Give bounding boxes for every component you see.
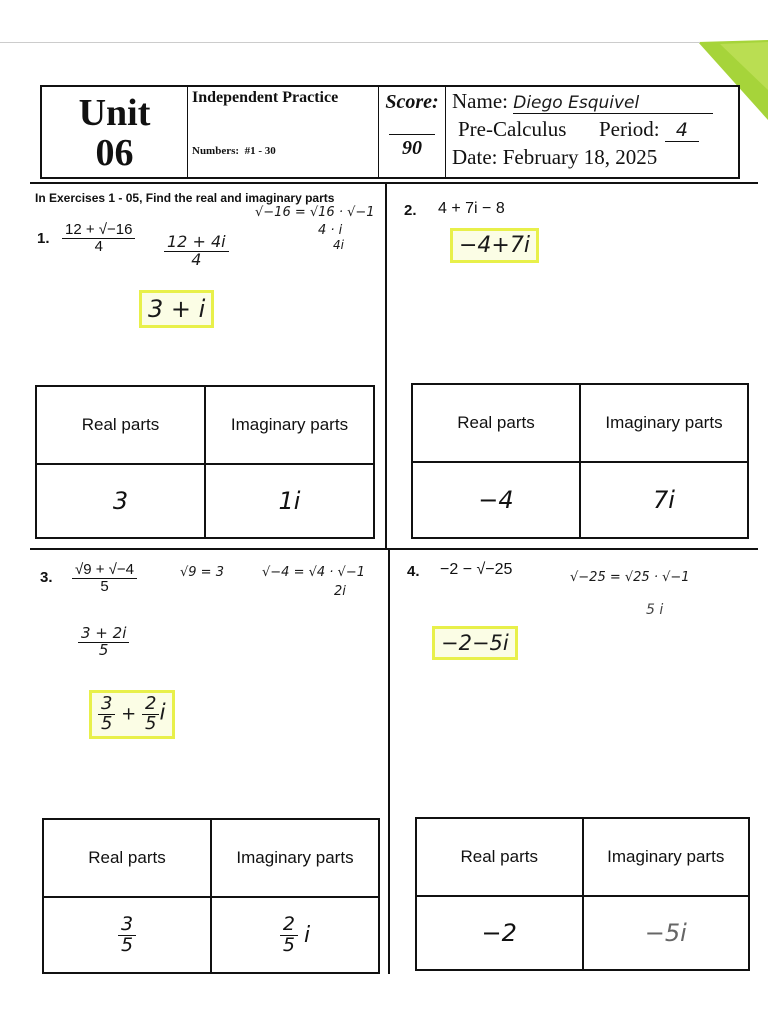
unit-number: 06 [95, 132, 134, 174]
period-value: 4 [665, 119, 699, 142]
problem-1-work-line-3: 4i [333, 238, 344, 252]
problem-4-boxed-answer: −2−5i [432, 626, 518, 660]
score-label: Score: [385, 91, 439, 113]
name-label: Name: [452, 89, 508, 113]
divider-vertical-top [385, 183, 387, 548]
score-value: 90 [402, 137, 422, 159]
problem-3-work-line-3: 2i [334, 584, 346, 599]
real-part-answer: −4 [412, 462, 580, 538]
page-edge [0, 42, 700, 43]
problem-1-expression: $\frac{12 + √-16}{4}$ [62, 222, 135, 255]
problem-3-work-step: $\frac{3 + 2i}{5}$ [78, 626, 129, 659]
date-label: Date: [452, 145, 498, 169]
problem-4-number: 4. [407, 563, 420, 580]
problem-3-table [42, 818, 380, 974]
score-cell [379, 87, 446, 177]
real-parts-header: Real parts [416, 818, 583, 896]
problem-2-table [411, 383, 749, 539]
real-part-answer: 3 [36, 464, 205, 538]
instructions: In Exercises 1 - 05, Find the real and imaginary parts [35, 191, 335, 205]
problem-1-boxed-answer: 3 + i [139, 290, 214, 328]
problem-4-work-line-1: √−25 = √25 · √−1 [570, 570, 690, 585]
real-part-answer: −2 [416, 896, 583, 970]
imaginary-parts-header: Imaginary parts [580, 384, 748, 462]
date-value: February 18, 2025 [502, 145, 658, 169]
problem-3-boxed-answer: $\frac{3}{5}$ + $\frac{2}{5}$ i [89, 690, 175, 739]
problem-1-work-line-1: √−16 = √16 · √−1 [255, 205, 375, 220]
problem-3-expression: $\frac{√9 + √-4}{5}$ [72, 562, 137, 595]
imaginary-part-answer: $\frac{2}{5}$ i [211, 897, 379, 973]
real-part-answer: $\frac{3}{5}$ [43, 897, 211, 973]
problem-1-work-line-2: 4 · i [318, 223, 343, 238]
unit-label: Unit [78, 92, 151, 134]
divider-top [30, 182, 758, 184]
imaginary-part-answer: 1i [205, 464, 374, 538]
imaginary-part-answer: −5i [583, 896, 750, 970]
problem-4-table [415, 817, 750, 971]
name-value: Diego Esquivel [513, 93, 713, 114]
imaginary-part-answer: 7i [580, 462, 748, 538]
course-name: Pre-Calculus [458, 117, 567, 141]
problem-2-expression: 4 + 7i − 8 [438, 200, 505, 217]
imaginary-parts-header: Imaginary parts [205, 386, 374, 464]
imaginary-parts-header: Imaginary parts [583, 818, 750, 896]
divider-middle [30, 548, 758, 550]
practice-cell [188, 87, 379, 177]
problem-3-number: 3. [40, 569, 53, 586]
real-parts-header: Real parts [43, 819, 211, 897]
divider-vertical-bottom [388, 549, 390, 974]
problem-3-work-line-2: √−4 = √4 · √−1 [262, 565, 366, 580]
problem-1-number: 1. [37, 230, 50, 247]
header-box [40, 85, 740, 179]
problem-4-work-line-2: 5 i [646, 602, 664, 618]
problem-1-table [35, 385, 375, 539]
imaginary-parts-header: Imaginary parts [211, 819, 379, 897]
problem-3-work-line-1: √9 = 3 [180, 565, 224, 580]
info-cell [446, 87, 738, 177]
real-parts-header: Real parts [412, 384, 580, 462]
problem-1-work-step: $\frac{12 + 4i}{4}$ [164, 234, 229, 269]
numbers-line: Numbers: #1 - 30 [192, 145, 276, 157]
problem-2-number: 2. [404, 202, 417, 219]
practice-title: Independent Practice [192, 89, 339, 106]
unit-cell [42, 87, 188, 177]
real-parts-header: Real parts [36, 386, 205, 464]
problem-2-boxed-answer: −4+7i [450, 228, 539, 263]
period-label: Period: [598, 117, 660, 141]
problem-4-expression: −2 − √−25 [440, 561, 513, 578]
